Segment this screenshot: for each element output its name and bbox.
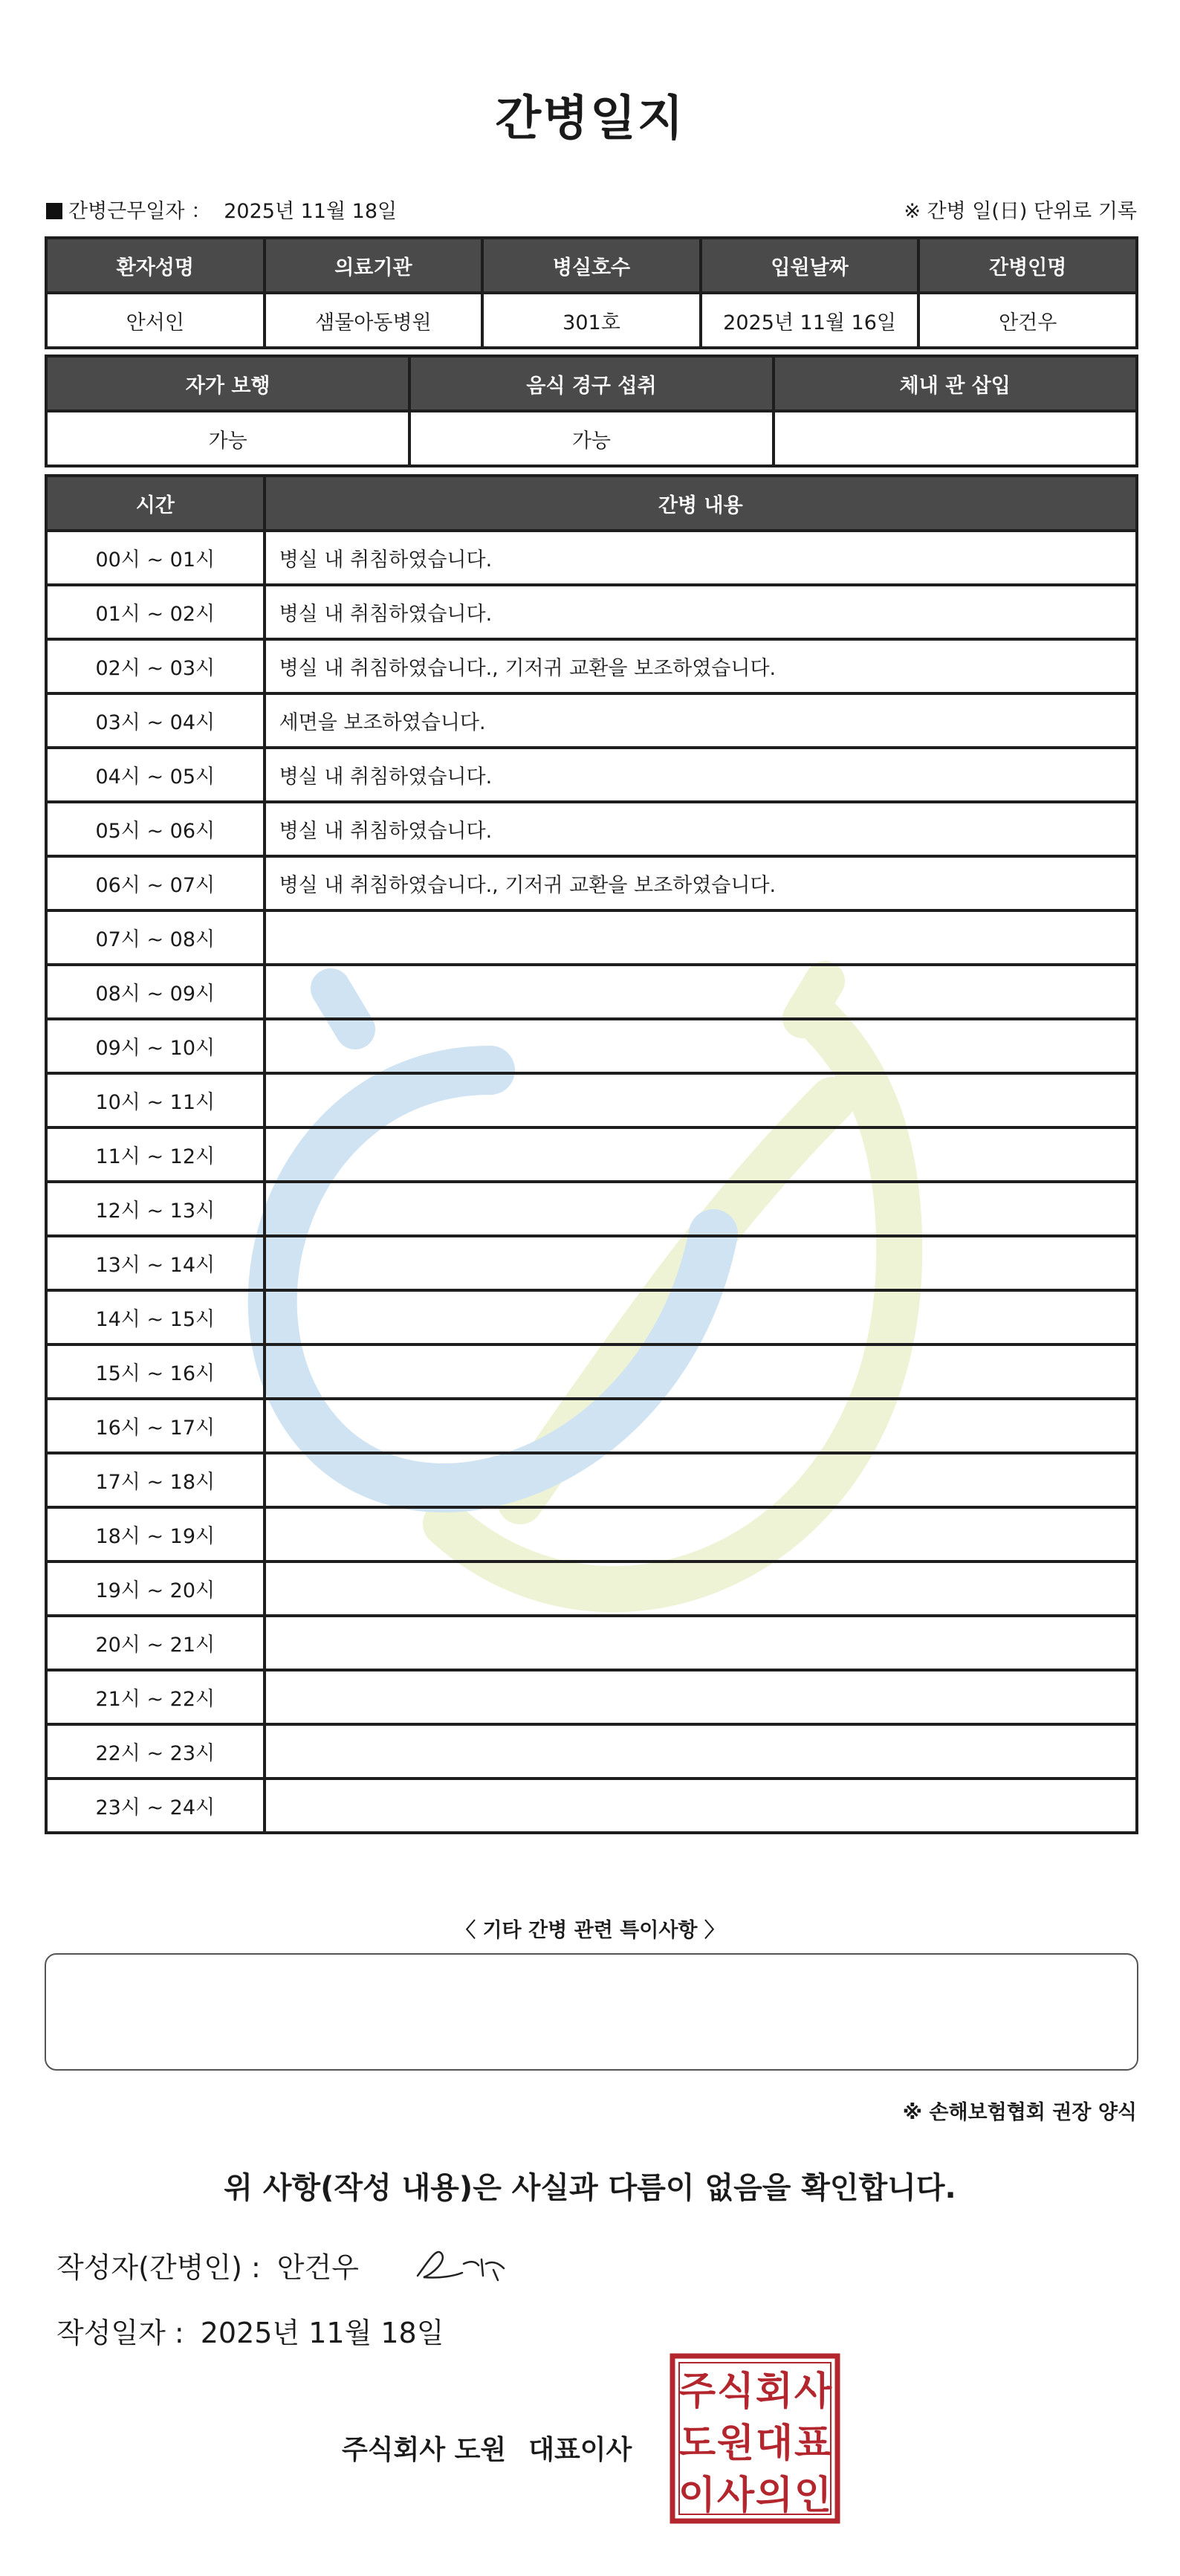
patient-info-value-row [46, 293, 1137, 348]
company-name: 주식회사 도원 [342, 2435, 507, 2465]
caregiver-value: 안건우 [918, 293, 1137, 348]
care-log-row [46, 1724, 1137, 1779]
log-time-cell: 03시 ~ 04시 [46, 693, 265, 748]
care-log-row [46, 639, 1137, 693]
work-date-label: 간병근무일자 ： [68, 200, 212, 223]
seal-character: 식 [716, 2369, 755, 2414]
log-time-cell: 06시 ~ 07시 [46, 856, 265, 910]
log-time-cell: 22시 ~ 23시 [46, 1724, 265, 1779]
log-time-cell: 23시 ~ 24시 [46, 1779, 265, 1833]
seal-character: 사 [716, 2473, 755, 2518]
log-content-cell [265, 910, 1137, 965]
log-time-cell: 21시 ~ 22시 [46, 1670, 265, 1724]
care-log-row [46, 910, 1137, 965]
log-time-cell: 15시 ~ 16시 [46, 1344, 265, 1399]
work-date-value: 2025년 11월 18일 [224, 200, 398, 223]
seal-character: 도 [678, 2421, 716, 2466]
care-log-row [46, 531, 1137, 585]
written-date-label: 작성일자 : [56, 2317, 184, 2349]
log-time-cell: 11시 ~ 12시 [46, 1127, 265, 1182]
record-unit-note: ※ 간병 일(日) 단위로 기록 [904, 200, 1137, 223]
written-date-value: 2025년 11월 18일 [200, 2317, 444, 2349]
seal-character: 표 [794, 2421, 832, 2466]
seal-character: 사 [794, 2369, 832, 2414]
care-log-row [46, 693, 1137, 748]
log-content-cell: 병실 내 취침하였습니다. [265, 585, 1137, 639]
care-log-row [46, 1453, 1137, 1507]
seal-character: 이 [678, 2473, 716, 2518]
handwritten-signature [410, 2239, 514, 2291]
header-self-walking: 자가 보행 [46, 356, 409, 411]
care-log-row [46, 585, 1137, 639]
log-time-cell: 07시 ~ 08시 [46, 910, 265, 965]
patient-name-value: 안서인 [46, 293, 265, 348]
log-time-cell: 19시 ~ 20시 [46, 1562, 265, 1616]
log-content-cell [265, 1344, 1137, 1399]
patient-info-header-row [46, 238, 1137, 293]
seal-character: 주 [678, 2369, 716, 2414]
log-content-cell [265, 965, 1137, 1019]
log-content-cell: 병실 내 취침하였습니다., 기저귀 교환을 보조하였습니다. [265, 639, 1137, 693]
company-line [342, 2429, 632, 2467]
status-header-row [46, 356, 1137, 411]
log-time-cell: 20시 ~ 21시 [46, 1616, 265, 1670]
log-content-cell: 병실 내 취침하였습니다. [265, 748, 1137, 802]
care-log-body [46, 531, 1137, 1833]
header-care-content: 간병 내용 [265, 476, 1137, 531]
log-content-cell: 병실 내 취침하였습니다. [265, 531, 1137, 585]
log-time-cell: 00시 ~ 01시 [46, 531, 265, 585]
log-time-cell: 02시 ~ 03시 [46, 639, 265, 693]
written-date-line [56, 2310, 444, 2351]
header-room: 병실호수 [482, 238, 701, 293]
form-source-note: ※ 손해보험협회 권장 양식 [902, 2101, 1137, 2124]
hospital-value: 샘물아동병원 [265, 293, 483, 348]
care-log-table [45, 474, 1138, 1834]
remarks-box [45, 1953, 1138, 2071]
work-date-line [46, 195, 397, 224]
log-content-cell [265, 1616, 1137, 1670]
care-log-row [46, 1127, 1137, 1182]
log-time-cell: 08시 ~ 09시 [46, 965, 265, 1019]
care-log-row [46, 1507, 1137, 1562]
care-log-row [46, 748, 1137, 802]
self-walking-value: 가능 [46, 411, 409, 466]
writer-label: 작성자(간병인) : [56, 2251, 261, 2284]
company-seal-stamp [669, 2352, 841, 2525]
log-content-cell [265, 1073, 1137, 1127]
square-bullet-icon [46, 203, 62, 219]
seal-character: 인 [794, 2473, 832, 2518]
log-time-cell: 10시 ~ 11시 [46, 1073, 265, 1127]
care-log-header-row [46, 476, 1137, 531]
log-content-cell: 병실 내 취침하였습니다. [265, 802, 1137, 856]
log-content-cell [265, 1399, 1137, 1453]
tube-insertion-value [774, 411, 1137, 466]
oral-intake-value: 가능 [409, 411, 773, 466]
header-time: 시간 [46, 476, 265, 531]
seal-character: 회 [755, 2369, 794, 2414]
header-tube-insertion: 체내 관 삽입 [774, 356, 1137, 411]
log-content-cell [265, 1127, 1137, 1182]
header-oral-intake: 음식 경구 섭취 [409, 356, 773, 411]
writer-line [56, 2245, 359, 2285]
writer-name: 안건우 [276, 2251, 359, 2284]
log-time-cell: 16시 ~ 17시 [46, 1399, 265, 1453]
care-log-row [46, 802, 1137, 856]
log-time-cell: 04시 ~ 05시 [46, 748, 265, 802]
care-log-row [46, 965, 1137, 1019]
seal-character: 의 [755, 2473, 794, 2518]
header-patient-name: 환자성명 [46, 238, 265, 293]
log-content-cell [265, 1019, 1137, 1073]
log-content-cell: 세면을 보조하였습니다. [265, 693, 1137, 748]
care-log-row [46, 1670, 1137, 1724]
status-value-row [46, 411, 1137, 466]
header-caregiver: 간병인명 [918, 238, 1137, 293]
room-value: 301호 [482, 293, 701, 348]
care-log-row [46, 1236, 1137, 1290]
care-log-row [46, 1073, 1137, 1127]
log-content-cell [265, 1562, 1137, 1616]
log-content-cell [265, 1779, 1137, 1833]
header-hospital: 의료기관 [265, 238, 483, 293]
confirmation-statement: 위 사항(작성 내용)은 사실과 다름이 없음을 확인합니다. [224, 2171, 956, 2205]
log-time-cell: 12시 ~ 13시 [46, 1182, 265, 1236]
log-time-cell: 13시 ~ 14시 [46, 1236, 265, 1290]
remarks-label: 〈 기타 간병 관련 특이사항 〉 [456, 1919, 724, 1942]
care-log-row [46, 1019, 1137, 1073]
header-admission-date: 입원날짜 [701, 238, 919, 293]
patient-info-table [45, 236, 1138, 349]
care-log-row [46, 1182, 1137, 1236]
care-log-row [46, 1344, 1137, 1399]
care-log-row [46, 1616, 1137, 1670]
patient-status-table [45, 355, 1138, 467]
log-content-cell [265, 1182, 1137, 1236]
care-log-row [46, 1290, 1137, 1344]
log-time-cell: 09시 ~ 10시 [46, 1019, 265, 1073]
company-representative-title: 대표이사 [528, 2435, 632, 2465]
seal-character: 대 [755, 2421, 794, 2466]
care-log-row [46, 1779, 1137, 1833]
log-time-cell: 17시 ~ 18시 [46, 1453, 265, 1507]
care-log-row [46, 856, 1137, 910]
page-title: 간병일지 [495, 91, 685, 146]
log-content-cell [265, 1507, 1137, 1562]
log-content-cell: 병실 내 취침하였습니다., 기저귀 교환을 보조하였습니다. [265, 856, 1137, 910]
care-log-row [46, 1399, 1137, 1453]
log-time-cell: 01시 ~ 02시 [46, 585, 265, 639]
admission-date-value: 2025년 11월 16일 [701, 293, 919, 348]
care-log-row [46, 1562, 1137, 1616]
seal-character: 원 [716, 2421, 755, 2466]
log-content-cell [265, 1670, 1137, 1724]
log-content-cell [265, 1290, 1137, 1344]
log-content-cell [265, 1453, 1137, 1507]
log-time-cell: 05시 ~ 06시 [46, 802, 265, 856]
log-time-cell: 18시 ~ 19시 [46, 1507, 265, 1562]
log-content-cell [265, 1236, 1137, 1290]
log-content-cell [265, 1724, 1137, 1779]
log-time-cell: 14시 ~ 15시 [46, 1290, 265, 1344]
